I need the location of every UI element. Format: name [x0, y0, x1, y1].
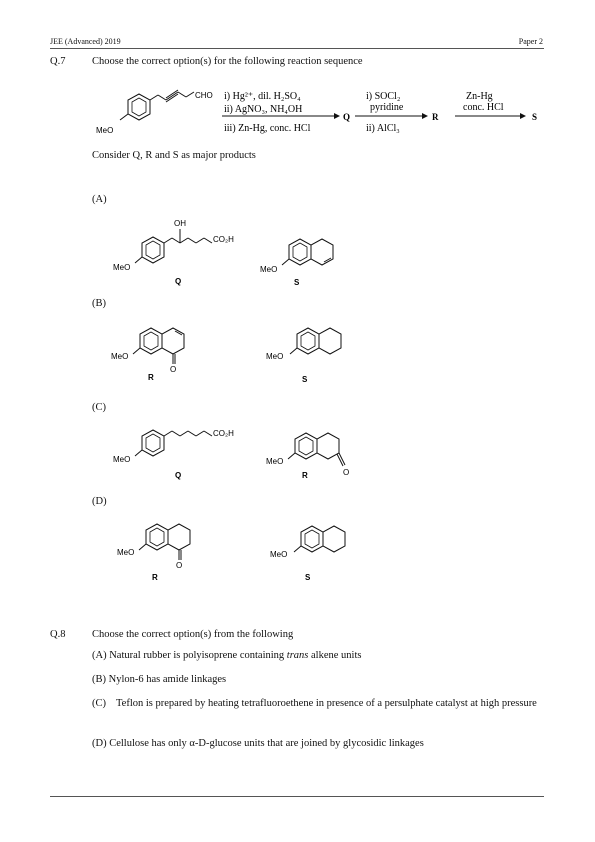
- q8-option-c[interactable]: [92, 698, 540, 710]
- q8-option-b-text: Nylon-6 has amide linkages: [108, 674, 227, 685]
- option-a-tag-right: S: [294, 278, 300, 287]
- step2-reagent-top2: pyridine: [370, 102, 404, 113]
- q8-option-a-text-italic: trans: [286, 650, 309, 661]
- q8-option-a-text-after: alkene units: [308, 650, 362, 661]
- q8-option-b-label: (B): [92, 674, 106, 685]
- consider-note: Consider Q, R and S as major products: [92, 150, 256, 161]
- q7-option-a-label[interactable]: (A): [92, 194, 107, 205]
- meo-label: MeO: [96, 126, 114, 135]
- option-b-meo: MeO: [111, 352, 129, 361]
- q8-option-c-label: (C): [92, 698, 106, 709]
- q8-option-d-label: (D): [92, 738, 107, 749]
- q8-option-a-label: (A): [92, 650, 107, 661]
- header-paper-label: Paper 2: [518, 37, 543, 46]
- option-d-meo-right: MeO: [270, 550, 288, 559]
- option-a-meo: MeO: [113, 263, 131, 272]
- option-a-acid: CO₂H: [213, 235, 234, 244]
- option-c-meo-right: MeO: [266, 457, 284, 466]
- option-a-tag-left: Q: [175, 277, 182, 286]
- footer-rule: [50, 796, 544, 797]
- step3-reagent-top2: conc. HCl: [463, 102, 504, 113]
- option-c-tag-left: Q: [175, 471, 182, 480]
- q8-option-d[interactable]: [92, 738, 424, 749]
- step1-reagent-iii: iii) Zn-Hg, conc. HCl: [224, 123, 311, 134]
- q7-option-c-label[interactable]: (C): [92, 402, 106, 413]
- q7-option-b-label[interactable]: (B): [92, 298, 106, 309]
- svg-text:O: O: [170, 365, 177, 374]
- option-b-tag-left: R: [148, 373, 154, 382]
- step1-reagent-i: i) Hg²⁺, dil. H₂SO₄: [224, 91, 301, 102]
- q8-option-d-text: Cellulose has only α-D-glucose units that are joined by glycosidic linkages: [109, 738, 424, 749]
- option-c-meo: MeO: [113, 455, 131, 464]
- step2-reagent-top1: i) SOCl₂: [366, 91, 401, 102]
- step3-reagent-top1: Zn-Hg: [466, 91, 493, 102]
- option-d-meo: MeO: [117, 548, 135, 557]
- q8-option-a-text-before: Natural rubber is polyisoprene containing: [109, 650, 287, 661]
- product-r-label: R: [432, 112, 439, 122]
- step2-reagent-bottom: ii) AlCl₃: [366, 123, 400, 134]
- step1-reagent-ii: ii) AgNO₃, NH₄OH: [224, 104, 303, 115]
- question-number-q8: Q.8: [50, 629, 66, 640]
- option-b-meo-right: MeO: [266, 352, 284, 361]
- option-c-acid: CO₂H: [213, 429, 234, 438]
- product-s-label: S: [532, 112, 538, 122]
- option-d-tag-right: S: [305, 573, 311, 582]
- q8-option-a[interactable]: [92, 650, 361, 661]
- cho-label: CHO: [195, 91, 213, 100]
- option-a-meo-right: MeO: [260, 265, 278, 274]
- option-d-tag-left: R: [152, 573, 158, 582]
- question-prompt-q8: Choose the correct option(s) from the following: [92, 629, 294, 640]
- product-q-label: Q: [343, 112, 351, 122]
- svg-text:O: O: [176, 561, 183, 570]
- question-prompt-q7: Choose the correct option(s) for the following reaction sequence: [92, 56, 363, 67]
- question-number-q7: Q.7: [50, 56, 66, 67]
- q8-option-b[interactable]: [92, 674, 226, 685]
- option-b-tag-right: S: [302, 375, 308, 384]
- q8-option-c-text: Teflon is prepared by heating tetrafluoroethene in presence of a persulphate catalyst at high pressure: [116, 698, 537, 709]
- option-c-tag-right: R: [302, 471, 308, 480]
- svg-text:O: O: [343, 468, 350, 477]
- option-a-oh: OH: [174, 219, 186, 228]
- q7-option-d-label[interactable]: (D): [92, 496, 107, 507]
- header-exam-title: JEE (Advanced) 2019: [50, 37, 121, 46]
